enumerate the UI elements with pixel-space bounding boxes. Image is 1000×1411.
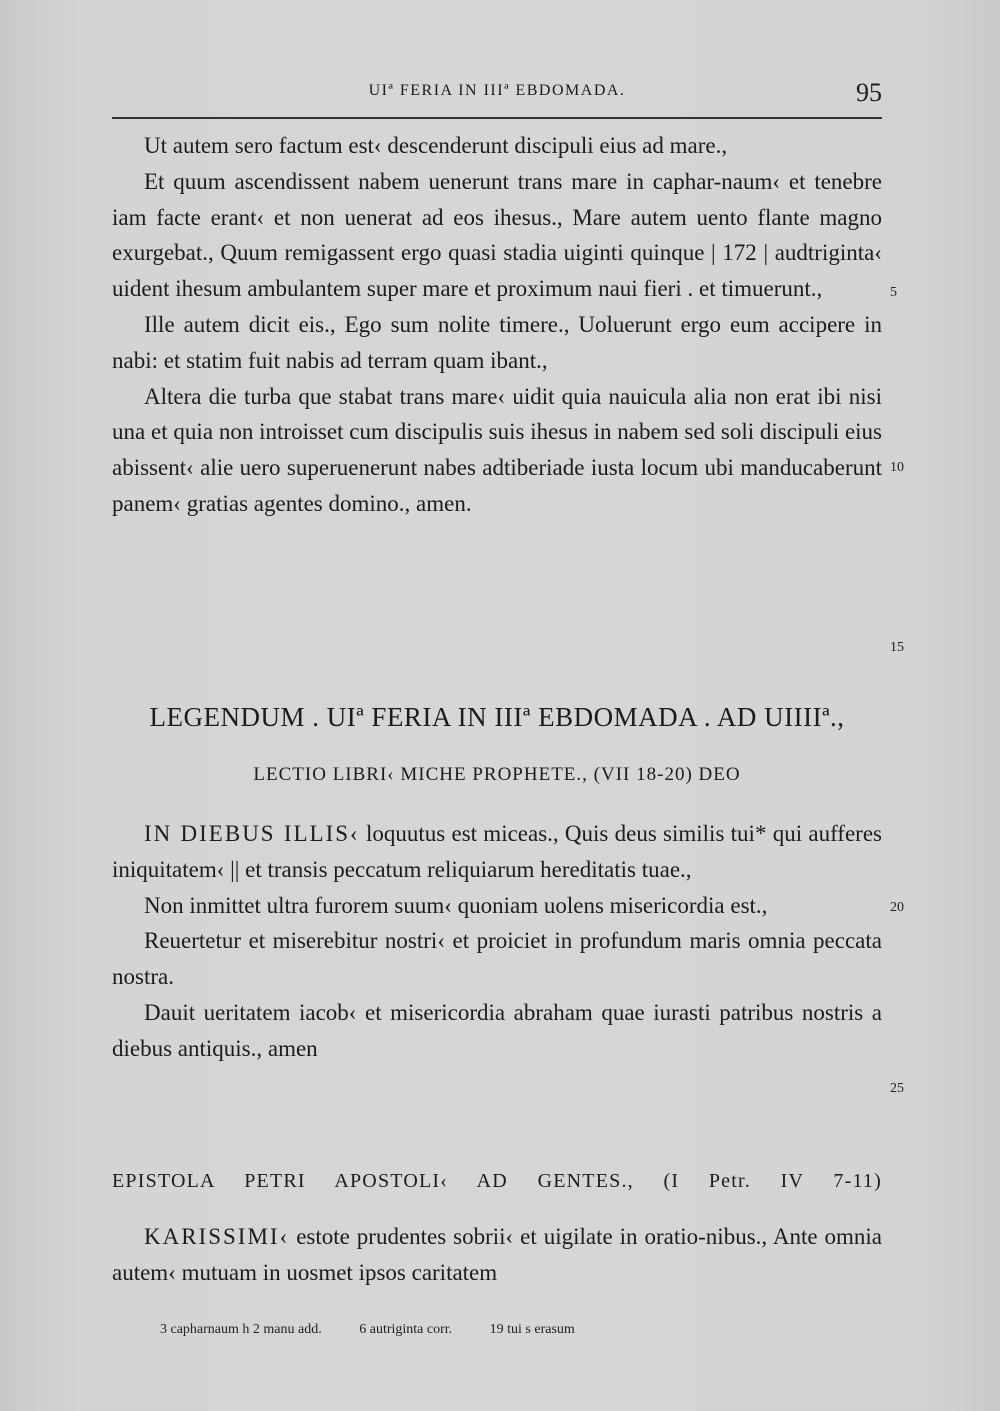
paragraph: [112, 816, 882, 888]
paragraph: Reuertetur et miserebitur nostri‹ et proiciet in profundum maris omnia peccata nostra.: [112, 928, 882, 990]
paragraph: Ut autem sero factum est‹ descenderunt discipuli eius ad mare.,: [144, 133, 728, 158]
paragraph-text: loquutus est miceas., Quis deus similis tui* qui aufferes iniquitatem‹ || et transis peccatum reliquiarum hereditatis tuae.,: [112, 821, 882, 882]
line-number: 5: [890, 285, 897, 300]
page-header: [112, 78, 882, 108]
footnote: 19 tui s erasum: [489, 1322, 575, 1337]
incipit: IN DIEBUS ILLIS‹: [144, 821, 360, 846]
paragraph-text: estote prudentes sobrii‹ et uigilate in oratio-nibus., Ante omnia autem‹ mutuam in uosmet ipsos caritatem: [112, 1224, 882, 1285]
paragraph: Et quum ascendissent nabem uenerunt trans mare in caphar-naum‹ et tenebre iam facte erant‹ et non uenerat ad eos ihesus., Mare autem uento flante magno exurgebat., Quum remigassent ergo quasi stadia uiginti quinque | 172 | audtriginta‹ uident ihesum ambulantem super mare et proximum naui fieri . et timuerunt.,: [112, 168, 882, 302]
epistola-heading: EPISTOLA PETRI APOSTOLI‹ AD GENTES., (I Petr. IV 7-11): [112, 1170, 882, 1192]
paragraph: Non inmittet ultra furorem suum‹ quoniam uolens misericordia est.,: [144, 892, 768, 918]
epistola-text: [112, 1219, 882, 1291]
paragraph: Ille autem dicit eis., Ego sum nolite timere., Uoluerunt ergo eum accipere in nabi: et statim fuit nabis ad terram quam ibant.,: [112, 311, 882, 373]
footnotes: [160, 1322, 609, 1338]
lectio-text: [112, 816, 882, 1067]
paragraph: Altera die turba que stabat trans mare‹ uidit quia nauicula alia non erat ibi nisi una et quia non introisset cum discipulis suis ihesus in nabem sed soli discipuli eius abissent‹ alie uero superuenerunt nabes adtiberiade iusta locum ubi manducaberunt panem‹ gratias agentes domino., amen.: [112, 383, 882, 516]
header-rule: [112, 117, 882, 119]
gospel-text: [112, 128, 882, 522]
line-number: 20: [890, 900, 904, 915]
paragraph: [112, 1219, 882, 1291]
line-number: 10: [890, 460, 904, 475]
footnote: 3 capharnaum h 2 manu add.: [160, 1322, 322, 1337]
line-number: 15: [890, 640, 904, 655]
lectio-heading: LECTIO LIBRI‹ MICHE PROPHETE., (VII 18-20) DEO: [253, 764, 741, 785]
paragraph: Dauit ueritatem iacob‹ et misericordia abraham quae iurasti patribus nostris a diebus antiquis., amen: [112, 999, 882, 1061]
incipit: KARISSIMI‹: [144, 1224, 290, 1249]
footnote: 6 autriginta corr.: [359, 1322, 453, 1337]
line-number: 25: [890, 1081, 904, 1096]
section-title: LEGENDUM . UIª FERIA IN IIIª EBDOMADA . AD UIIIIª.,: [149, 702, 845, 732]
running-title: UIª FERIA IN IIIª EBDOMADA.: [368, 82, 626, 99]
page-number: 95: [856, 78, 882, 107]
